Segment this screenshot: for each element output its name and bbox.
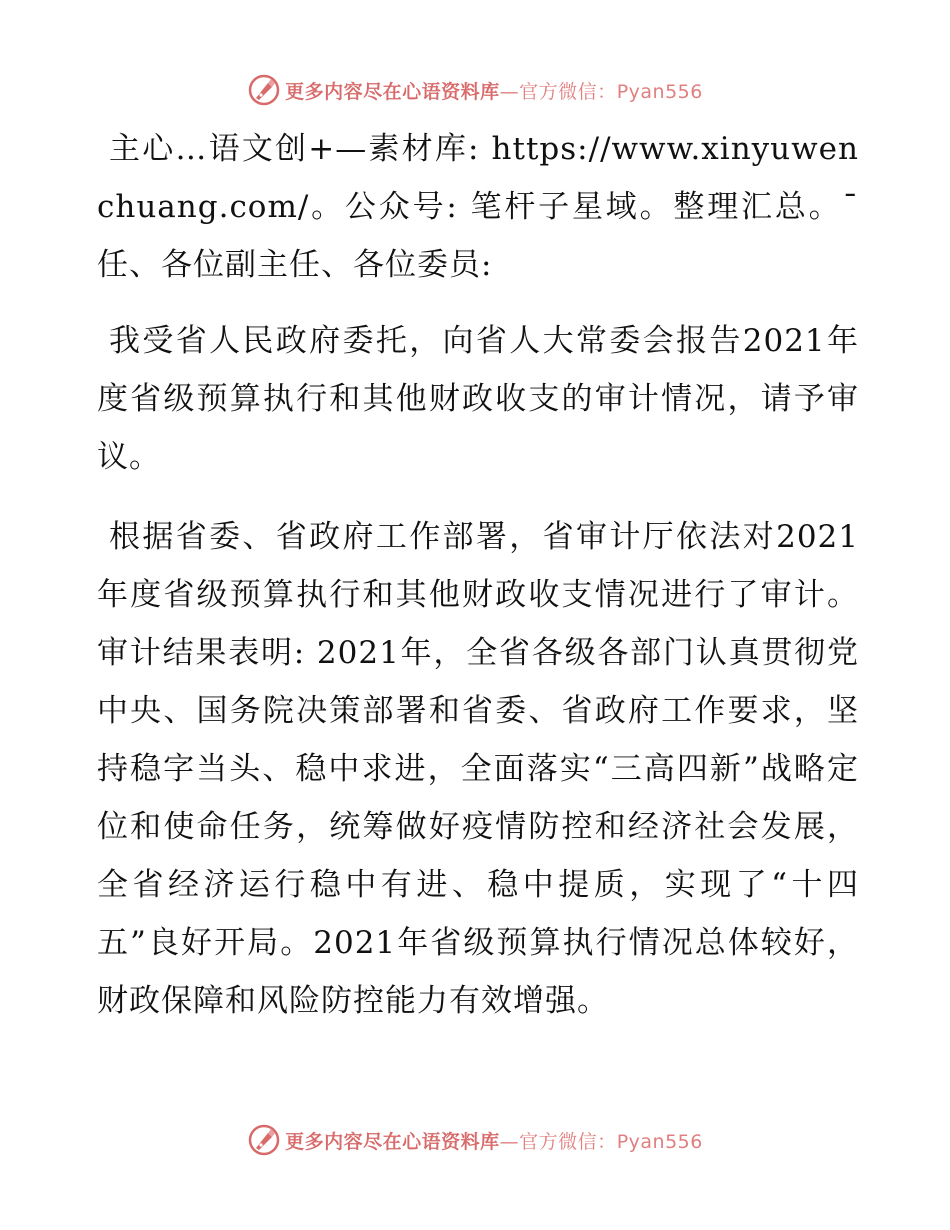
watermark-wechat-label: 官方微信： [519,80,617,103]
document-body [97,120,859,1030]
paragraph-2: 我受省人民政府委托，向省人大常委会报告2021年度省级预算执行和其他财政收支的审计情况，请予审议。 [97,323,859,475]
watermark-wechat-id: Pyan556 [616,80,703,103]
watermark-wechat-id: Pyan556 [616,1130,703,1153]
watermark-wechat-label: 官方微信： [519,1130,617,1153]
watermark-dash: — [499,80,520,103]
watermark-main-text: 更多内容尽在心语资料库 [285,80,500,103]
watermark-text [285,1127,703,1154]
header-watermark [0,70,950,110]
pen-nib-icon [247,1123,281,1157]
footer-watermark [0,1120,950,1160]
paragraph-3: 根据省委、省政府工作部署，省审计厅依法对2021年度省级预算执行和其他财政收支情况进行了审计。审计结果表明: 2021年，全省各级各部门认真贯彻党中央、国务院决策部署和省委、省政府工作要求，坚持稳字当头、稳中求进，全面落实“三高四新”战略定位和使命任务，统筹做好疫情防控和经济社会发展，全省经济运行稳中有进、稳中提质，实现了“十四五”良好开局。2021年省级预算执行情况总体较好，财政保障和风险防控能力有效增强。 [97,519,859,1019]
paragraph-1: 主心…语文创+—素材库: https://www.xinyuwenchuang.com/。公众号: 笔杆子星域。整理汇总。¯任、各位副主任、各位委员: [97,131,859,283]
pen-nib-icon [247,73,281,107]
watermark-text [285,77,703,104]
watermark-main-text: 更多内容尽在心语资料库 [285,1130,500,1153]
watermark-dash: — [499,1130,520,1153]
